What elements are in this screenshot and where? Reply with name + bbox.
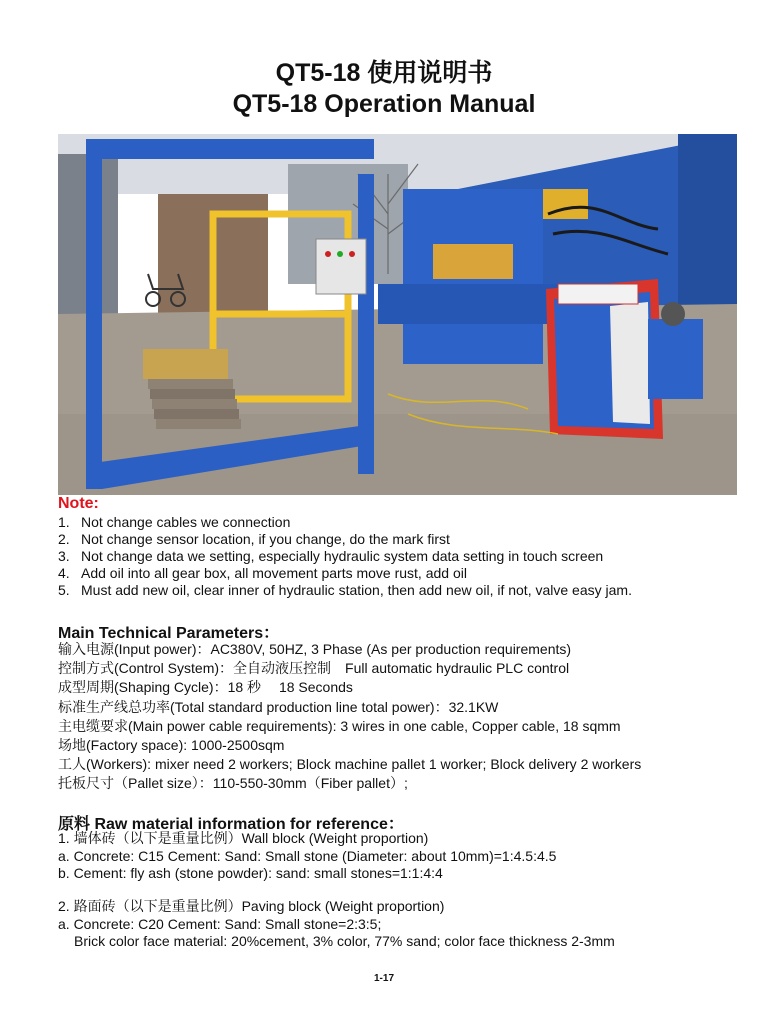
list-item: 1. Not change cables we connection bbox=[58, 514, 291, 530]
list-item: 5. Must add new oil, clear inner of hydraulic station, then add new oil, if not, valve easy jam. bbox=[58, 582, 632, 598]
param-line: 标准生产线总功率(Total standard production line total power)：32.1KW bbox=[58, 698, 499, 715]
list-item: 4. Add oil into all gear box, all movement parts move rust, add oil bbox=[58, 565, 467, 581]
param-line: 成型周期(Shaping Cycle)：18 秒 18 Seconds bbox=[58, 679, 353, 696]
page-number: 1-17 bbox=[373, 973, 394, 984]
raw-line: a. Concrete: C20 Cement: Sand: Small stone=2:3:5; bbox=[58, 915, 382, 932]
title-english: QT5-18 Operation Manual bbox=[232, 90, 536, 118]
raw-heading: 原料 Raw material information for reference： bbox=[58, 816, 404, 833]
note-heading: Note: bbox=[58, 495, 99, 512]
param-line: 场地(Factory space): 1000-2500sqm bbox=[58, 737, 285, 754]
param-line: 控制方式(Control System)：全自动液压控制 Full automatic hydraulic PLC control bbox=[58, 660, 570, 677]
raw-line: b. Cement: fly ash (stone powder): sand: small stones=1:1:4:4 bbox=[58, 865, 443, 881]
list-item: 3. Not change data we setting, especially hydraulic system data setting in touch screen bbox=[58, 548, 604, 564]
param-line: 托板尺寸（Pallet size）：110-550-30mm（Fiber pallet）; bbox=[58, 775, 408, 792]
raw-line: 1. 墙体砖（以下是重量比例）Wall block (Weight proportion) bbox=[58, 830, 429, 846]
param-line: 主电缆要求(Main power cable requirements): 3 wires in one cable, Copper cable, 18 sqmm bbox=[58, 717, 621, 734]
paving-block-section bbox=[58, 898, 615, 951]
title-chinese: QT5-18 使用说明书 bbox=[275, 59, 493, 87]
machine-photo bbox=[58, 134, 737, 495]
raw-line: 2. 路面砖（以下是重量比例）Paving block (Weight proportion) bbox=[58, 898, 445, 914]
note-list bbox=[58, 514, 632, 599]
wall-block-section bbox=[58, 830, 556, 883]
list-item: 2. Not change sensor location, if you change, do the mark first bbox=[58, 531, 450, 547]
params-list bbox=[58, 640, 641, 794]
param-line: 工人(Workers): mixer need 2 workers; Block machine pallet 1 worker; Block delivery 2 workers bbox=[58, 756, 642, 773]
param-line: 输入电源(Input power)：AC380V, 50HZ, 3 Phase (As per production requirements) bbox=[58, 641, 572, 657]
params-heading: Main Technical Parameters： bbox=[58, 625, 280, 642]
raw-line: a. Concrete: C15 Cement: Sand: Small stone (Diameter: about 10mm)=1:4.5:4.5 bbox=[58, 847, 557, 864]
raw-line: Brick color face material: 20%cement, 3% color, 77% sand; color face thickness 2-3mm bbox=[74, 933, 615, 949]
